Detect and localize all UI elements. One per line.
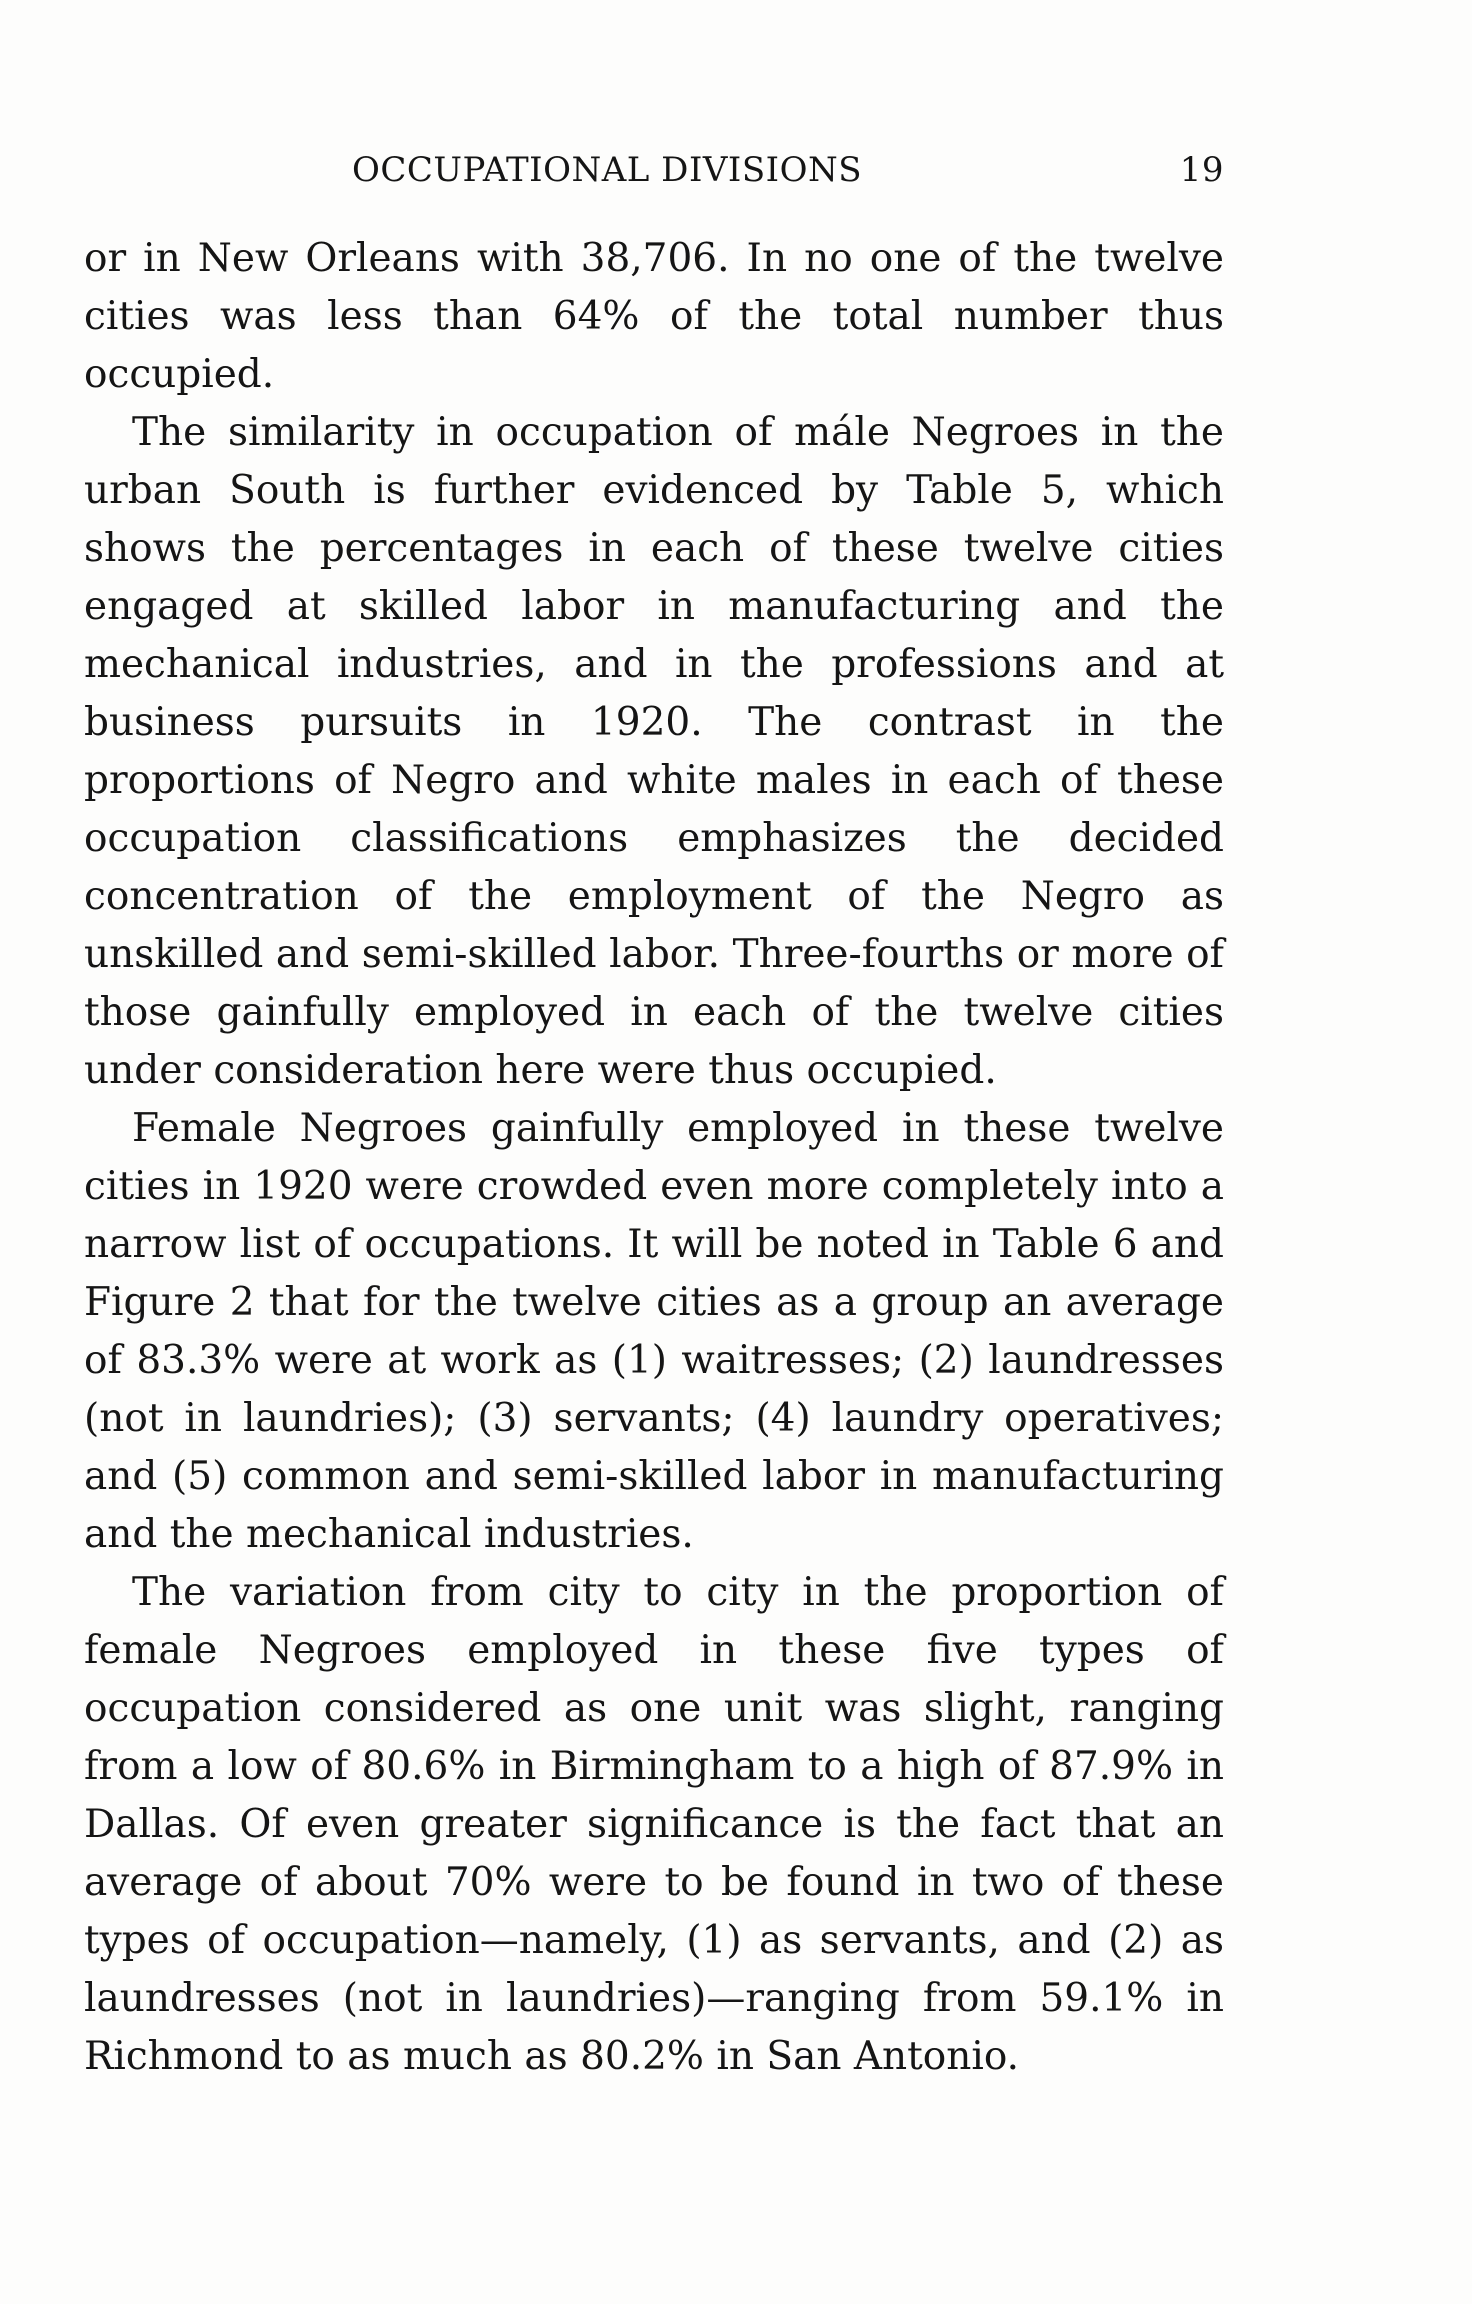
paragraph-continued: or in New Orleans with 38,706. In no one of the twelve cities was less than 64% of the total number thus occupied.	[84, 236, 1224, 397]
paragraph-female-occupations: Female Negroes gainfully employed in these twelve cities in 1920 were crowded even more completely into a narrow list of occupations. It will be noted in Table 6 and Figure 2 that for the twelve cities as a group an average of 83.3% were at work as (1) waitresses; (2) laundresses (not in laundries); (3) servants; (4) laundry operatives; and (5) common and semi-skilled labor in manufacturing and the mechanical industries.	[84, 1106, 1224, 1557]
page-number: 19	[1179, 150, 1224, 190]
body-text	[84, 230, 1224, 2086]
running-title: OCCUPATIONAL DIVISIONS	[352, 150, 862, 190]
running-head	[84, 150, 1224, 200]
paragraph-male-occupations: The similarity in occupation of mále Negroes in the urban South is further evidenced by Table 5, which shows the percentages in each of these twelve cities engaged at skilled labor in manufacturing and the mechanical industries, and in the professions and at business pursuits in 1920. The contrast in the proportions of Negro and white males in each of these occupation classifications emphasizes the decided concentration of the employment of the Negro as unskilled and semi-skilled labor. Three-fourths or more of those gainfully employed in each of the twelve cities under consideration here were thus occupied.	[84, 410, 1224, 1093]
paragraph-city-variation: The variation from city to city in the proportion of female Negroes employed in these five types of occupation considered as one unit was slight, ranging from a low of 80.6% in Birmingham to a high of 87.9% in Dallas. Of even greater significance is the fact that an average of about 70% were to be found in two of these types of occupation—namely, (1) as servants, and (2) as laundresses (not in laundries)—ranging from 59.1% in Richmond to as much as 80.2% in San Antonio.	[84, 1570, 1224, 2079]
